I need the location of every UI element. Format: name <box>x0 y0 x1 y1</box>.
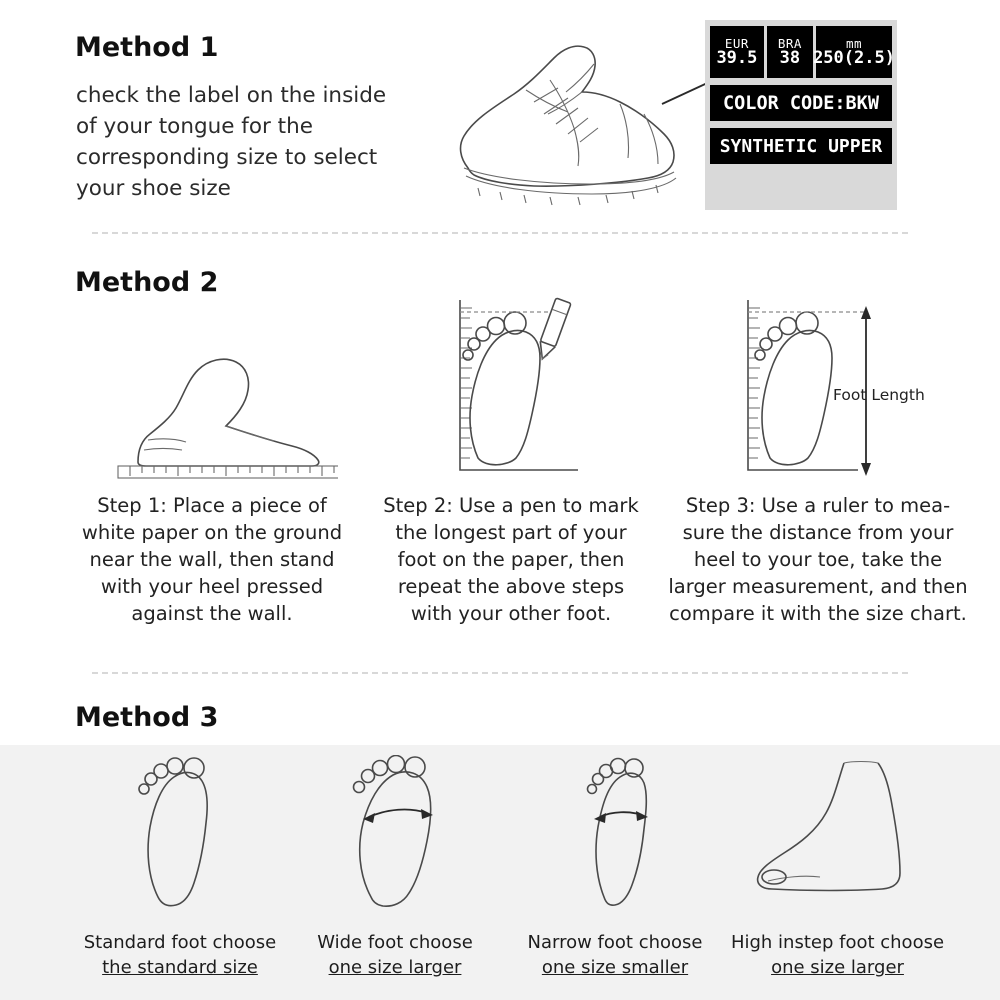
high-instep-foot-caption-line2: one size larger <box>771 957 904 978</box>
high-instep-foot-caption-line1: High instep foot choose <box>730 932 945 953</box>
standard-foot-illustration <box>118 755 243 910</box>
label-color-code: COLOR CODE:BKW <box>710 85 892 121</box>
divider-2 <box>92 672 908 674</box>
label-mm-value: 250(2.5) <box>813 47 895 68</box>
narrow-foot-caption-line2: one size smaller <box>541 957 689 978</box>
shoe-size-label <box>705 20 897 210</box>
label-size-row <box>710 26 895 78</box>
standard-foot-caption-line1: Standard foot choose <box>83 932 277 953</box>
foot-length-label: Foot Length <box>833 386 925 404</box>
sneaker-illustration <box>430 18 700 213</box>
method-1-title: Method 1 <box>75 32 219 63</box>
label-mm-heading: mm <box>845 35 863 51</box>
wide-foot-caption <box>290 930 500 980</box>
standard-foot-caption-line2: the standard size <box>102 957 258 978</box>
method-1-description: check the label on the inside of your tongue for the corresponding size to select your shoe size <box>76 83 387 201</box>
step-2-illustration <box>398 290 638 480</box>
label-cell-mm <box>813 26 895 78</box>
step-3-caption: Step 3: Use a ruler to mea-sure the distance from your heel to your toe, take the larger measurement, and then compare it with the size chart. <box>668 494 968 625</box>
label-bra-value: 38 <box>779 47 801 68</box>
wide-foot-caption-line2: one size larger <box>328 957 462 978</box>
method-3-title: Method 3 <box>75 702 219 733</box>
label-cell-eur <box>710 26 764 78</box>
step-2-caption: Step 2: Use a pen to mark the longest part of your foot on the paper, then repeat the above steps with your other foot. <box>383 494 639 625</box>
label-eur-value: 39.5 <box>716 47 758 68</box>
divider-1 <box>92 232 908 234</box>
label-eur-heading: EUR <box>724 35 749 51</box>
high-instep-foot-illustration <box>748 755 933 910</box>
step-1-illustration <box>108 290 338 480</box>
label-material: SYNTHETIC UPPER <box>710 128 892 164</box>
narrow-foot-caption <box>505 930 725 980</box>
wide-foot-caption-line1: Wide foot choose <box>317 932 473 953</box>
label-cell-bra <box>767 26 813 78</box>
standard-foot-caption <box>55 930 305 980</box>
narrow-foot-illustration <box>562 755 677 910</box>
step-3-illustration <box>718 290 948 480</box>
high-instep-foot-caption <box>715 930 960 980</box>
step-1-caption: Step 1: Place a piece of white paper on the ground near the wall, then stand with your heel pressed against the wall. <box>81 494 343 625</box>
wide-foot-illustration <box>335 755 460 910</box>
method-2-title: Method 2 <box>75 267 219 298</box>
narrow-foot-caption-line1: Narrow foot choose <box>527 932 703 953</box>
label-bra-heading: BRA <box>777 35 802 51</box>
